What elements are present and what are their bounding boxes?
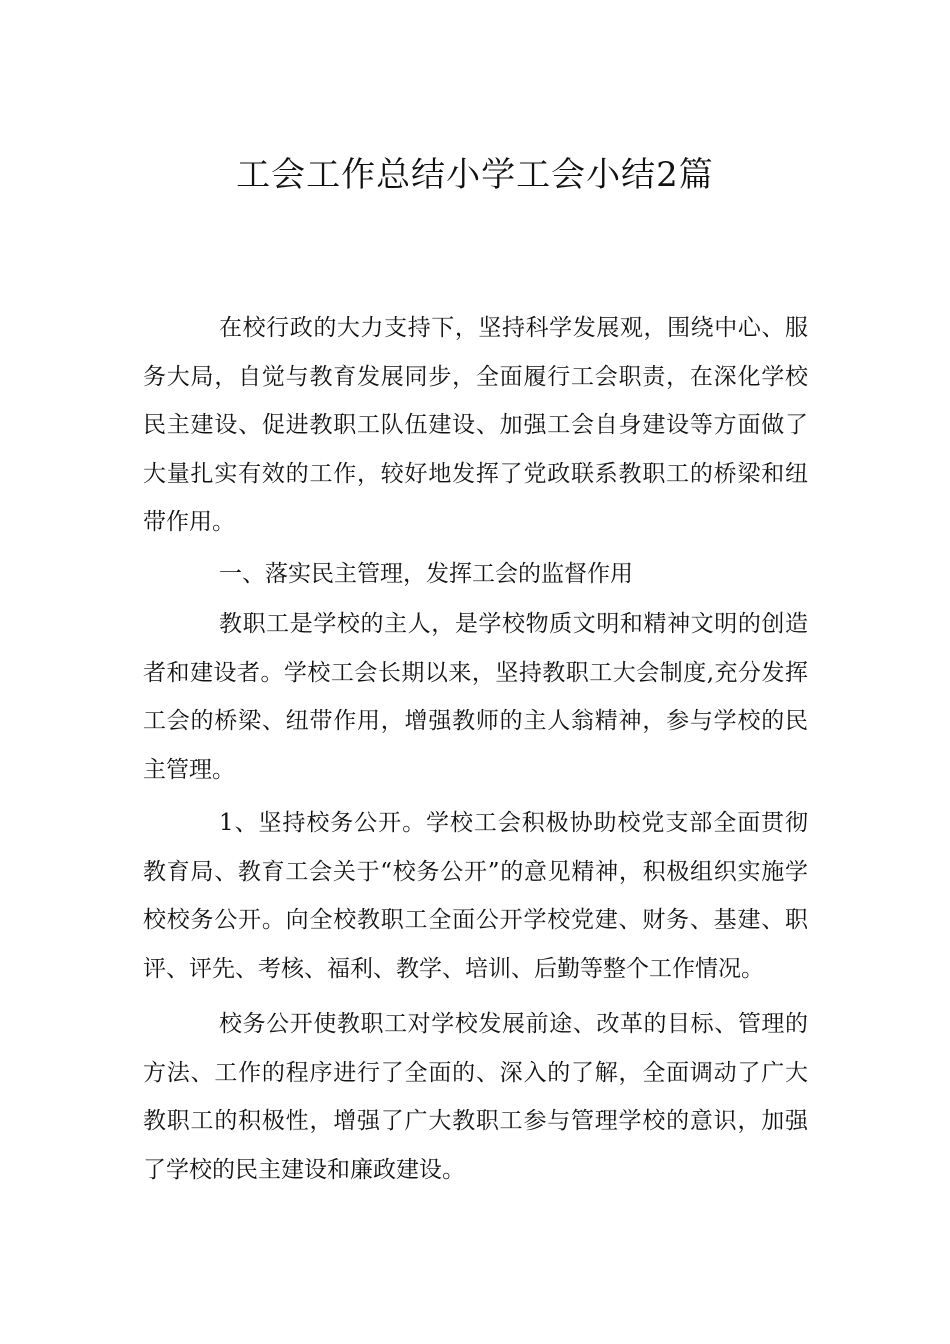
body-paragraph: 1、坚持校务公开。学校工会积极协助校党支部全面贯彻教育局、教育工会关于“校务公开”的意见精神，积极组织实施学校校务公开。向全校教职工全面公开学校党建、财务、基建、职评、评先、考核、福利、教学、培训、后勤等整个工作情况。	[143, 810, 808, 982]
intro-paragraph: 在校行政的大力支持下，坚持科学发展观，围绕中心、服务大局，自觉与教育发展同步，全面履行工会职责，在深化学校民主建设、促进教职工队伍建设、加强工会自身建设等方面做了大量扎实有效的工作，较好地发挥了党政联系教职工的桥梁和纽带作用。	[143, 315, 808, 535]
body-paragraph: 教职工是学校的主人，是学校物质文明和精神文明的创造者和建设者。学校工会长期以来，坚持教职工大会制度,充分发挥工会的桥梁、纽带作用，增强教师的主人翁精神，参与学校的民主管理。	[143, 611, 808, 783]
body-paragraph: 校务公开使教职工对学校发展前途、改革的目标、管理的方法、工作的程序进行了全面的、深入的了解，全面调动了广大教职工的积极性，增强了广大教职工参与管理学校的意识，加强了学校的民主建设和廉政建设。	[143, 1011, 808, 1183]
document-title: 工会工作总结小学工会小结2篇	[236, 155, 714, 195]
section-heading: 一、落实民主管理，发挥工会的监督作用	[219, 561, 633, 587]
